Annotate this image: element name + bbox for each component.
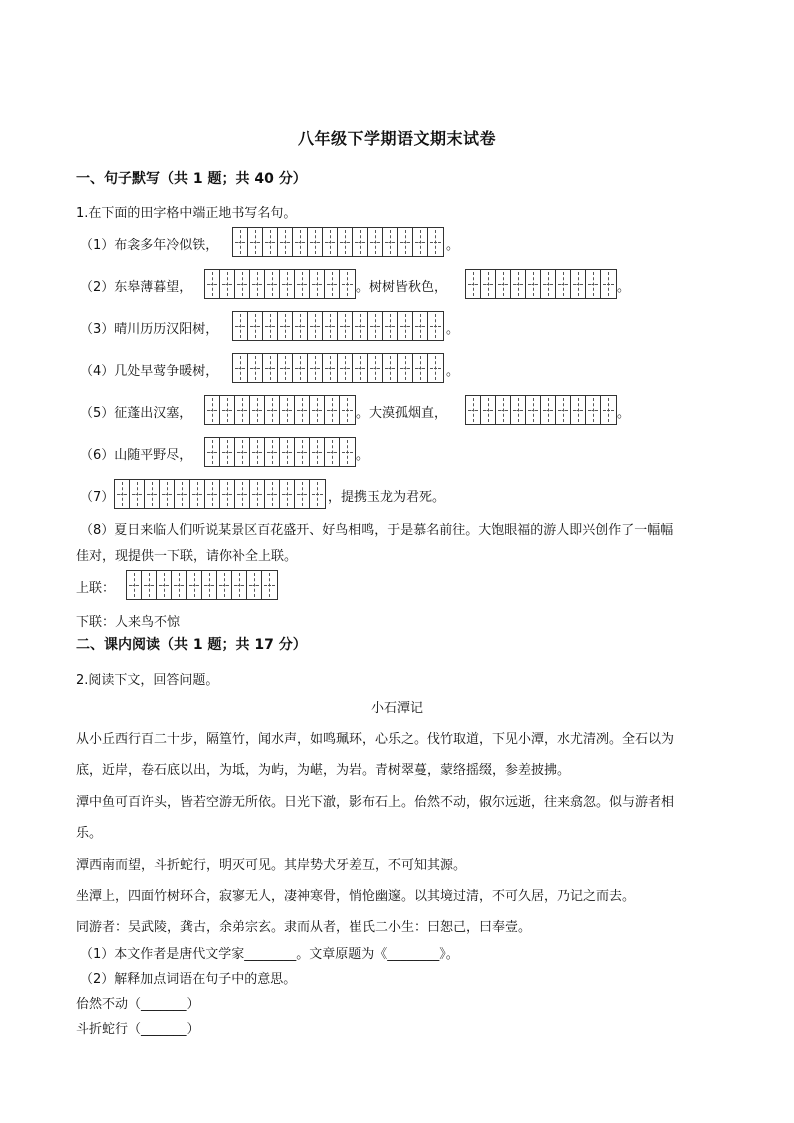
line-2-period: 。: [617, 280, 631, 295]
line-3-label: （3）晴川历历汉阳树，: [80, 322, 219, 337]
grid-cell[interactable]: [280, 396, 295, 424]
grid-cell[interactable]: [338, 354, 353, 382]
grid-cell[interactable]: [325, 396, 340, 424]
grid-cell[interactable]: [586, 270, 601, 298]
section1-heading: 一、句子默写（共 1 题；共 40 分）: [76, 171, 307, 187]
grid-cell[interactable]: [220, 396, 235, 424]
grid-cell[interactable]: [235, 396, 250, 424]
grid-cell[interactable]: [145, 480, 160, 508]
line-1-label: （1）布衾多年冷似铁，: [80, 238, 219, 253]
grid-cell[interactable]: [233, 312, 248, 340]
grid-cell[interactable]: [413, 354, 428, 382]
grid-cell[interactable]: [235, 270, 250, 298]
passage-para-2-line-2: 乐。: [76, 826, 103, 841]
word-explain-2: 斗折蛇行（_______）: [76, 1022, 200, 1037]
grid-cell[interactable]: [142, 571, 157, 599]
grid-cell[interactable]: [265, 396, 280, 424]
line-6-label: （6）山随平野尽，: [80, 448, 193, 463]
grid-cell[interactable]: [295, 270, 310, 298]
line-5-middle: 。大漠孤烟直，: [356, 406, 448, 421]
grid-cell[interactable]: [413, 312, 428, 340]
grid-cell[interactable]: [175, 480, 190, 508]
grid-cell[interactable]: [157, 571, 172, 599]
passage-para-4: 坐潭上，四面竹树环合，寂寥无人，凄神寒骨，悄怆幽邃。以其境过清，不可久居，乃记之而去。: [76, 889, 636, 904]
grid-cell[interactable]: [398, 228, 413, 256]
grid-cell[interactable]: [541, 270, 556, 298]
grid-cell[interactable]: [248, 228, 263, 256]
page-title: 八年级下学期语文期末试卷: [297, 129, 496, 148]
grid-cell[interactable]: [232, 571, 247, 599]
grid-cell[interactable]: [571, 396, 586, 424]
grid-cell[interactable]: [368, 228, 383, 256]
grid-cell[interactable]: [263, 354, 278, 382]
grid-cell[interactable]: [293, 228, 308, 256]
grid-cell[interactable]: [481, 396, 496, 424]
writing-grid-2b[interactable]: [465, 269, 617, 299]
grid-cell[interactable]: [323, 354, 338, 382]
grid-cell[interactable]: [248, 312, 263, 340]
grid-cell[interactable]: [250, 396, 265, 424]
question-2-prompt: 2.阅读下文，回答问题。: [76, 673, 219, 688]
grid-cell[interactable]: [428, 312, 443, 340]
grid-cell[interactable]: [368, 312, 383, 340]
grid-cell[interactable]: [368, 354, 383, 382]
grid-cell[interactable]: [601, 270, 616, 298]
passage-para-1-line-1: 从小丘西行百二十步，隔篁竹，闻水声，如鸣珮环，心乐之。伐竹取道，下见小潭，水尤清冽。全石以为: [76, 732, 675, 747]
grid-cell[interactable]: [413, 228, 428, 256]
line-7-tail: ，提携玉龙为君死。: [328, 490, 446, 505]
passage-para-3: 潭西南而望，斗折蛇行，明灭可见。其岸势犬牙差互，不可知其源。: [76, 858, 467, 873]
grid-cell[interactable]: [398, 354, 413, 382]
grid-cell[interactable]: [466, 270, 481, 298]
grid-cell[interactable]: [263, 312, 278, 340]
grid-cell[interactable]: [308, 228, 323, 256]
grid-cell[interactable]: [205, 438, 220, 466]
grid-cell[interactable]: [250, 438, 265, 466]
grid-cell[interactable]: [293, 312, 308, 340]
grid-cell[interactable]: [398, 312, 413, 340]
grid-cell[interactable]: [325, 270, 340, 298]
writing-grid-2a[interactable]: [204, 269, 356, 299]
grid-cell[interactable]: [130, 480, 145, 508]
grid-cell[interactable]: [280, 438, 295, 466]
grid-cell[interactable]: [526, 270, 541, 298]
grid-cell[interactable]: [265, 438, 280, 466]
passage-title: 小石潭记: [370, 701, 423, 716]
question-8-line-2: 佳对，现提供一下联，请你补全上联。: [76, 549, 298, 564]
passage-para-2-line-1: 潭中鱼可百许头，皆若空游无所依。日光下澈，影布石上。佁然不动，俶尔远逝，往来翕忽。似与游者相: [76, 795, 675, 810]
grid-cell[interactable]: [295, 438, 310, 466]
grid-cell[interactable]: [340, 396, 355, 424]
writing-grid-shanglian[interactable]: [126, 570, 278, 600]
grid-cell[interactable]: [293, 354, 308, 382]
line-2-label: （2）东皋薄暮望，: [80, 280, 193, 295]
grid-cell[interactable]: [280, 270, 295, 298]
passage-para-1-line-2: 底，近岸，卷石底以出，为坻，为屿，为嵁，为岩。青树翠蔓，蒙络摇缀，参差披拂。: [76, 763, 571, 778]
grid-cell[interactable]: [115, 480, 130, 508]
grid-cell[interactable]: [202, 571, 217, 599]
grid-cell[interactable]: [541, 396, 556, 424]
grid-cell[interactable]: [526, 396, 541, 424]
grid-cell[interactable]: [217, 571, 232, 599]
grid-cell[interactable]: [265, 480, 280, 508]
grid-cell[interactable]: [205, 270, 220, 298]
grid-cell[interactable]: [235, 438, 250, 466]
grid-cell[interactable]: [340, 270, 355, 298]
grid-cell[interactable]: [511, 270, 526, 298]
grid-cell[interactable]: [353, 228, 368, 256]
grid-cell[interactable]: [353, 312, 368, 340]
line-4-label: （4）几处早莺争暖树，: [80, 364, 219, 379]
grid-cell[interactable]: [127, 571, 142, 599]
grid-cell[interactable]: [160, 480, 175, 508]
grid-cell[interactable]: [190, 480, 205, 508]
grid-cell[interactable]: [278, 228, 293, 256]
line-3-period: 。: [446, 322, 460, 337]
grid-cell[interactable]: [586, 396, 601, 424]
grid-cell[interactable]: [383, 354, 398, 382]
grid-cell[interactable]: [496, 270, 511, 298]
grid-cell[interactable]: [278, 354, 293, 382]
grid-cell[interactable]: [338, 312, 353, 340]
line-4-period: 。: [446, 364, 460, 379]
grid-cell[interactable]: [250, 270, 265, 298]
sub-question-2: （2）解释加点词语在句子中的意思。: [80, 972, 297, 987]
writing-grid-7[interactable]: [114, 479, 326, 509]
writing-grid-5a[interactable]: [204, 395, 356, 425]
grid-cell[interactable]: [295, 480, 310, 508]
grid-cell[interactable]: [235, 480, 250, 508]
xialian-text: 下联：人来鸟不惊: [76, 615, 181, 630]
question-8-line-1: （8）夏日来临人们听说某景区百花盛开、好鸟相鸣，于是慕名前往。大饱眼福的游人即兴创作了一幅幅: [80, 523, 674, 538]
writing-grid-1[interactable]: [232, 227, 444, 257]
grid-cell[interactable]: [248, 354, 263, 382]
grid-cell[interactable]: [310, 270, 325, 298]
grid-cell[interactable]: [250, 480, 265, 508]
word-explain-1: 佁然不动（_______）: [76, 997, 200, 1012]
grid-cell[interactable]: [466, 396, 481, 424]
grid-cell[interactable]: [187, 571, 202, 599]
grid-cell[interactable]: [338, 228, 353, 256]
line-5-label: （5）征蓬出汉塞，: [80, 406, 193, 421]
grid-cell[interactable]: [323, 312, 338, 340]
grid-cell[interactable]: [428, 228, 443, 256]
grid-cell[interactable]: [247, 571, 262, 599]
writing-grid-4[interactable]: [232, 353, 444, 383]
grid-cell[interactable]: [205, 396, 220, 424]
grid-cell[interactable]: [481, 270, 496, 298]
writing-grid-6[interactable]: [204, 437, 356, 467]
grid-cell[interactable]: [308, 354, 323, 382]
grid-cell[interactable]: [310, 480, 325, 508]
line-5-period: 。: [617, 406, 631, 421]
grid-cell[interactable]: [340, 438, 355, 466]
grid-cell[interactable]: [511, 396, 526, 424]
grid-cell[interactable]: [220, 438, 235, 466]
grid-cell[interactable]: [323, 228, 338, 256]
grid-cell[interactable]: [310, 396, 325, 424]
grid-cell[interactable]: [310, 438, 325, 466]
grid-cell[interactable]: [278, 312, 293, 340]
sub-question-1: （1）本文作者是唐代文学家________。文章原题为《________》。: [80, 947, 459, 962]
passage-para-5: 同游者：吴武陵，龚古，余弟宗玄。隶而从者，崔氏二小生：曰恕己，曰奉壹。: [76, 920, 532, 935]
line-1-period: 。: [446, 238, 460, 253]
grid-cell[interactable]: [172, 571, 187, 599]
grid-cell[interactable]: [496, 396, 511, 424]
section2-heading: 二、课内阅读（共 1 题；共 17 分）: [76, 637, 307, 653]
grid-cell[interactable]: [233, 228, 248, 256]
grid-cell[interactable]: [220, 270, 235, 298]
grid-cell[interactable]: [308, 312, 323, 340]
grid-cell[interactable]: [383, 312, 398, 340]
line-7-label: （7）: [80, 490, 115, 505]
shanglian-label: 上联：: [76, 581, 116, 596]
writing-grid-5b[interactable]: [465, 395, 617, 425]
grid-cell[interactable]: [295, 396, 310, 424]
grid-cell[interactable]: [556, 270, 571, 298]
grid-cell[interactable]: [220, 480, 235, 508]
line-6-period: 。: [356, 448, 370, 463]
grid-cell[interactable]: [383, 228, 398, 256]
grid-cell[interactable]: [325, 438, 340, 466]
grid-cell[interactable]: [265, 270, 280, 298]
grid-cell[interactable]: [556, 396, 571, 424]
grid-cell[interactable]: [428, 354, 443, 382]
grid-cell[interactable]: [280, 480, 295, 508]
grid-cell[interactable]: [353, 354, 368, 382]
grid-cell[interactable]: [571, 270, 586, 298]
grid-cell[interactable]: [205, 480, 220, 508]
question-1-prompt: 1.在下面的田字格中端正地书写名句。: [76, 206, 297, 221]
grid-cell[interactable]: [262, 571, 277, 599]
writing-grid-3[interactable]: [232, 311, 444, 341]
grid-cell[interactable]: [263, 228, 278, 256]
line-2-middle: 。树树皆秋色，: [356, 280, 448, 295]
grid-cell[interactable]: [233, 354, 248, 382]
grid-cell[interactable]: [601, 396, 616, 424]
